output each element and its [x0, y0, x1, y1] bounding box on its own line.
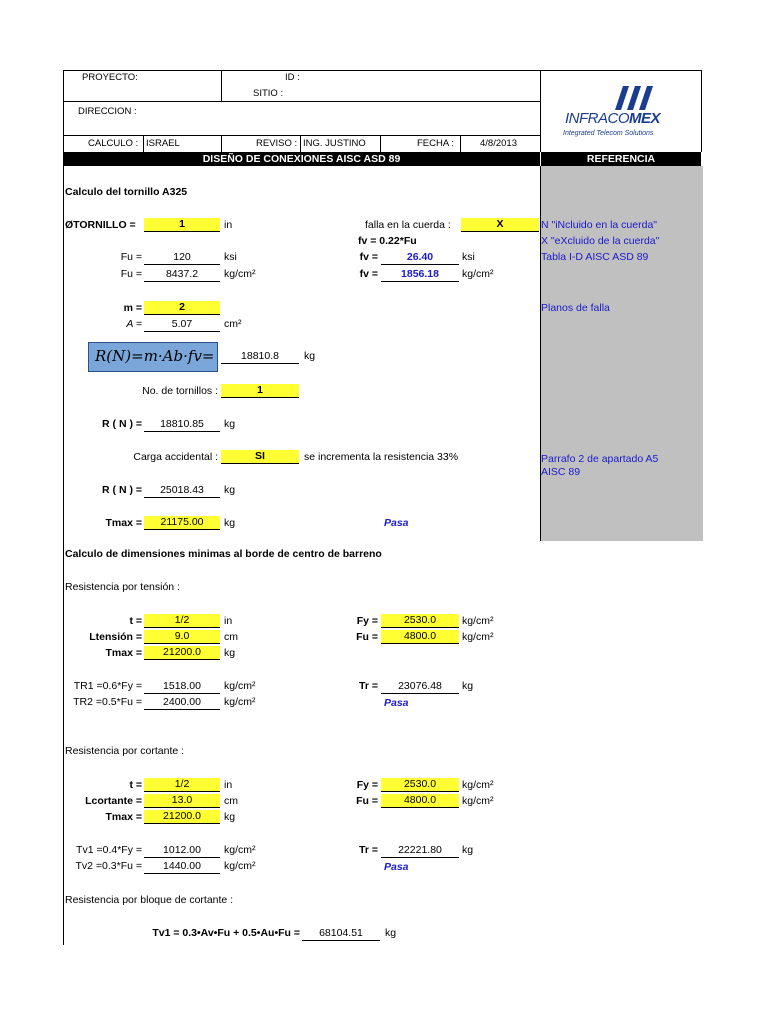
sitio-label: SITIO :: [253, 88, 284, 99]
calc-cell-divider-5: [460, 135, 461, 152]
tension-title: Resistencia por tensión :: [65, 581, 180, 593]
tv1-label: Tv1 =0.4*Fy =: [76, 844, 142, 856]
logo-name-part2: MEX: [629, 110, 661, 127]
title-bar: DISEÑO DE CONEXIONES AISC ASD 89: [63, 152, 540, 166]
tv2-label: Tv2 =0.3*Fu =: [75, 860, 142, 872]
tv1-unit: kg/cm²: [224, 844, 256, 856]
tension-t-value[interactable]: 1/2: [144, 614, 220, 628]
carga-note: se incrementa la resistencia 33%: [304, 451, 459, 463]
calc-cell-divider-1: [143, 135, 144, 152]
cortante-t-unit: in: [224, 779, 233, 791]
cortante-tr-label: Tr =: [359, 844, 378, 856]
header-row-divider-1: [63, 101, 540, 102]
header-col-divider-1: [221, 70, 222, 102]
cortante-pasa: Pasa: [384, 861, 409, 873]
tension-len-value[interactable]: 9.0: [144, 630, 220, 644]
bolt-diam-label: ØTORNILLO =: [65, 219, 136, 231]
fecha-value: 4/8/2013: [480, 138, 517, 149]
tension-fu-unit: kg/cm²: [462, 631, 494, 643]
frame-right-border: [701, 70, 702, 152]
cortante-len-unit: cm: [224, 795, 238, 807]
fv2-unit: kg/cm²: [462, 268, 494, 280]
tension-fu-value[interactable]: 4800.0: [381, 630, 459, 644]
tv2-unit: kg/cm²: [224, 860, 256, 872]
cortante-fy-label: Fy =: [356, 779, 378, 791]
calc-cell-divider-2: [221, 135, 222, 152]
tension-tmax-value[interactable]: 21200.0: [144, 646, 220, 660]
tr2-unit: kg/cm²: [224, 696, 256, 708]
fu1-label: Fu =: [120, 251, 142, 263]
bolt-tmax-unit: kg: [224, 517, 236, 529]
logo-tagline: Integrated Telecom Solutions: [563, 130, 654, 137]
fu1-value: 120: [144, 251, 220, 265]
bloque-unit: kg: [385, 927, 397, 939]
reviso-value: ING. JUSTINO: [303, 138, 366, 149]
calc-cell-divider-4: [380, 135, 381, 152]
cortante-tr-unit: kg: [462, 844, 474, 856]
tension-fy-label: Fy =: [356, 615, 378, 627]
tension-fy-unit: kg/cm²: [462, 615, 494, 627]
tension-tr-unit: kg: [462, 680, 474, 692]
carga-value[interactable]: SI: [221, 450, 299, 464]
id-label: ID :: [285, 72, 300, 83]
a-value: 5.07: [144, 318, 220, 332]
tension-len-unit: cm: [224, 631, 238, 643]
reviso-label: REVISO :: [256, 138, 298, 149]
ref-tabla: Tabla I-D AISC ASD 89: [541, 251, 649, 263]
bolt-tmax-label: Tmax =: [105, 517, 142, 529]
formula-value: 18810.8: [221, 350, 299, 364]
tension-t-unit: in: [224, 615, 233, 627]
rn1-value: 18810.85: [144, 418, 220, 432]
cortante-t-label: t =: [129, 779, 142, 791]
rn1-unit: kg: [224, 418, 236, 430]
frame-top-border: [63, 70, 702, 71]
fu1-unit: ksi: [224, 251, 237, 263]
rn2-value: 25018.43: [144, 484, 220, 498]
fu2-label: Fu =: [120, 268, 142, 280]
bolt-pasa: Pasa: [384, 517, 409, 529]
ref-excluido: X "eXcluido de la cuerda": [541, 235, 660, 247]
carga-label: Carga accidental :: [133, 451, 218, 463]
a-label: A =: [126, 318, 142, 330]
tr1-unit: kg/cm²: [224, 680, 256, 692]
tension-t-label: t =: [129, 615, 142, 627]
ref-aisc: AISC 89: [541, 466, 581, 478]
dims-section-title: Calculo de dimensiones minimas al borde de centro de barreno: [65, 548, 382, 560]
tr2-value: 2400.00: [144, 696, 220, 710]
tv1-value: 1012.00: [144, 844, 220, 858]
logo-mark-icon: [613, 84, 653, 112]
a-unit: cm²: [224, 318, 242, 330]
n-tornillos-value[interactable]: 1: [221, 384, 299, 398]
tr1-value: 1518.00: [144, 680, 220, 694]
tv2-value: 1440.00: [144, 860, 220, 874]
formula-text: R(N)=m·Ab·fv=: [95, 347, 215, 365]
frame-left-border: [63, 70, 64, 945]
bloque-formula-label: Tv1 = 0.3•Av•Fu + 0.5•Au•Fu =: [152, 927, 300, 939]
tension-fy-value[interactable]: 2530.0: [381, 614, 459, 628]
cortante-tmax-unit: kg: [224, 811, 236, 823]
cortante-len-label: Lcortante =: [85, 795, 142, 807]
tension-tmax-label: Tmax =: [105, 647, 142, 659]
cortante-fy-value[interactable]: 2530.0: [381, 778, 459, 792]
tr1-label: TR1 =0.6*Fy =: [73, 680, 142, 692]
bolt-tmax-value[interactable]: 21175.00: [144, 516, 220, 530]
fu2-value: 8437.2: [144, 268, 220, 282]
company-logo: [555, 84, 695, 144]
cortante-tr-value: 22221.80: [381, 844, 459, 858]
direccion-label: DIRECCION :: [78, 106, 137, 117]
fecha-label: FECHA :: [417, 138, 454, 149]
cortante-t-value[interactable]: 1/2: [144, 778, 220, 792]
header-row-divider-2: [63, 135, 540, 136]
header-col-divider-2: [540, 70, 541, 152]
tension-tr-value: 23076.48: [381, 680, 459, 694]
fv2-value: 1856.18: [381, 268, 459, 282]
bloque-title: Resistencia por bloque de cortante :: [65, 894, 234, 906]
formula-unit: kg: [304, 350, 316, 362]
tension-tmax-unit: kg: [224, 647, 236, 659]
referencia-header: REFERENCIA: [541, 152, 701, 166]
fv1-value: 26.40: [381, 251, 459, 265]
ref-planos: Planos de falla: [541, 302, 610, 314]
tension-len-label: Ltensión =: [89, 631, 142, 643]
rn1-label: R ( N ) =: [102, 418, 142, 430]
calculo-label: CALCULO :: [88, 138, 139, 149]
cortante-fu-label: Fu =: [356, 795, 378, 807]
fu2-unit: kg/cm²: [224, 268, 256, 280]
cortante-tmax-label: Tmax =: [105, 811, 142, 823]
cortante-fu-unit: kg/cm²: [462, 795, 494, 807]
fv-formula: fv = 0.22*Fu: [358, 235, 417, 247]
cortante-fy-unit: kg/cm²: [462, 779, 494, 791]
falla-value[interactable]: X: [461, 218, 539, 232]
bloque-value: 68104.51: [302, 927, 380, 941]
logo-name-part1: INFRACO: [565, 110, 629, 127]
bolt-section-title: Calculo del tornillo A325: [65, 186, 188, 198]
formula-box: [88, 342, 218, 372]
calculo-value: ISRAEL: [146, 138, 180, 149]
fv1-label: fv =: [359, 251, 378, 263]
ref-parrafo: Parrafo 2 de apartado A5: [541, 453, 659, 465]
falla-label: falla en la cuerda :: [365, 219, 451, 231]
cortante-tmax-value[interactable]: 21200.0: [144, 810, 220, 824]
fv1-unit: ksi: [462, 251, 475, 263]
proyecto-label: PROYECTO:: [82, 72, 138, 83]
tension-fu-label: Fu =: [356, 631, 378, 643]
rn2-label: R ( N ) =: [102, 484, 142, 496]
bolt-diam-unit: in: [224, 219, 233, 231]
tension-tr-label: Tr =: [359, 680, 378, 692]
tr2-label: TR2 =0.5*Fu =: [73, 696, 142, 708]
fv2-label: fv =: [359, 268, 378, 280]
m-value[interactable]: 2: [144, 301, 220, 315]
tension-pasa: Pasa: [384, 697, 409, 709]
cortante-title: Resistencia por cortante :: [65, 745, 185, 757]
calc-cell-divider-3: [300, 135, 301, 152]
ref-incluido: N "iNcluido en la cuerda": [541, 219, 658, 231]
cortante-len-value[interactable]: 13.0: [144, 794, 220, 808]
n-tornillos-label: No. de tornillos :: [142, 385, 218, 397]
rn2-unit: kg: [224, 484, 236, 496]
logo-name: [565, 110, 660, 127]
cortante-fu-value[interactable]: 4800.0: [381, 794, 459, 808]
bolt-diam-value[interactable]: 1: [144, 218, 220, 232]
m-label: m =: [123, 302, 142, 314]
